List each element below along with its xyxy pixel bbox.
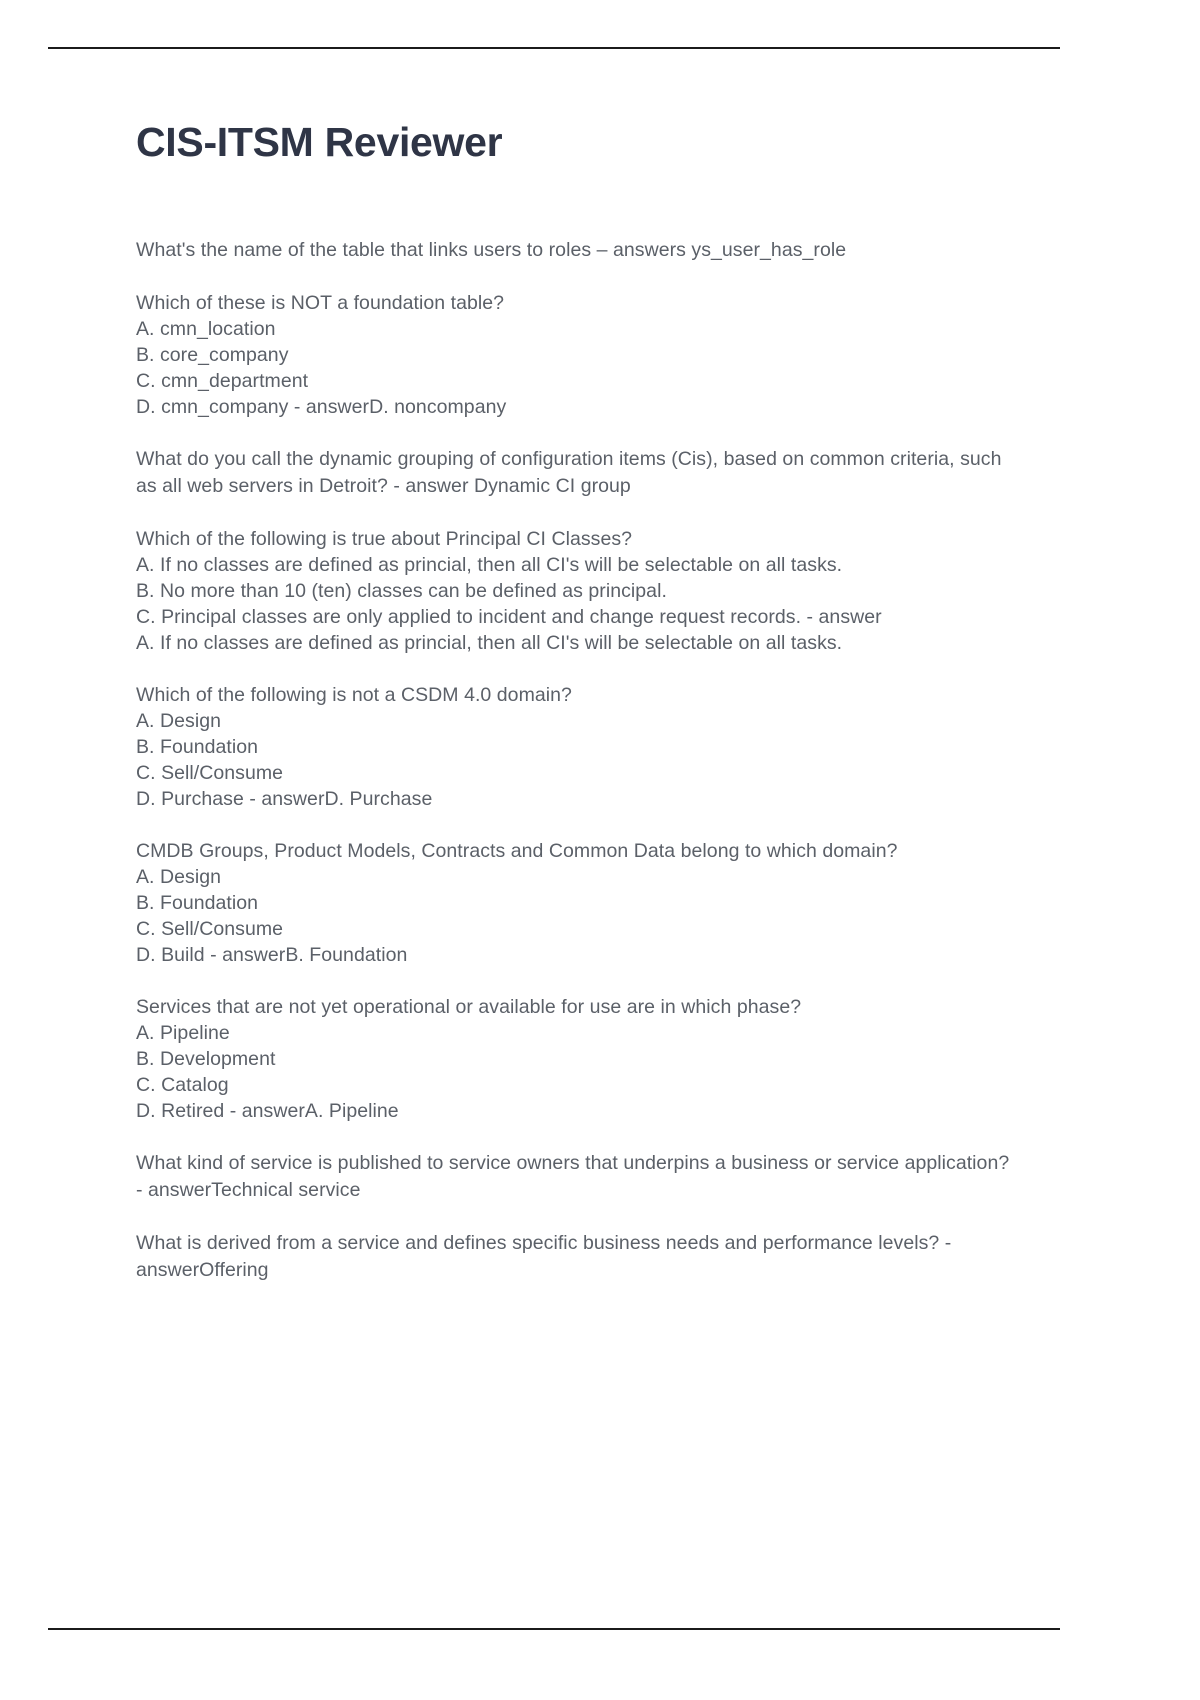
answer-option: A. If no classes are defined as princial, then all CI's will be selectable on all tasks.	[136, 632, 843, 655]
question-text: CMDB Groups, Product Models, Contracts and Common Data belong to which domain?	[136, 840, 898, 863]
question-block	[136, 1230, 1016, 1284]
question-text: Which of the following is true about Principal CI Classes?	[136, 528, 633, 551]
question-text: What's the name of the table that links users to roles – answers ys_user_has_role	[136, 239, 847, 262]
answer-option: B. Foundation	[136, 736, 259, 759]
answer-option: D. Retired - answerA. Pipeline	[136, 1100, 399, 1123]
question-block	[136, 1150, 1016, 1204]
answer-option: D. Build - answerB. Foundation	[136, 944, 408, 967]
question-block	[136, 682, 1016, 812]
answer-option: B. Foundation	[136, 892, 259, 915]
question-text: Which of these is NOT a foundation table?	[136, 292, 505, 315]
question-block	[136, 838, 1016, 968]
header-divider	[48, 47, 1060, 49]
answer-option: C. Principal classes are only applied to incident and change request records. - answer	[136, 606, 882, 629]
question-text: Which of the following is not a CSDM 4.0 domain?	[136, 684, 572, 707]
page-title: CIS-ITSM Reviewer	[136, 119, 503, 165]
question-text: What do you call the dynamic grouping of configuration items (Cis), based on common criteria, such as all web servers in Detroit? - answer Dynamic CI group	[136, 448, 1002, 498]
answer-option: D. Purchase - answerD. Purchase	[136, 788, 433, 811]
question-text: Services that are not yet operational or available for use are in which phase?	[136, 996, 802, 1019]
question-block	[136, 290, 1016, 420]
answer-option: A. Pipeline	[136, 1022, 230, 1045]
question-list	[136, 237, 1016, 1284]
answer-option: B. core_company	[136, 344, 289, 367]
answer-option: C. Sell/Consume	[136, 762, 284, 785]
footer-divider	[48, 1628, 1060, 1630]
question-block	[136, 446, 1016, 500]
question-block	[136, 237, 1016, 264]
document-content	[136, 120, 1016, 1284]
answer-option: C. cmn_department	[136, 370, 309, 393]
answer-option: A. If no classes are defined as princial, then all CI's will be selectable on all tasks.	[136, 554, 843, 577]
answer-option: A. Design	[136, 710, 221, 733]
answer-option: A. Design	[136, 866, 221, 889]
question-block	[136, 994, 1016, 1124]
answer-option: C. Sell/Consume	[136, 918, 284, 941]
answer-option: B. No more than 10 (ten) classes can be defined as principal.	[136, 580, 667, 603]
answer-option: A. cmn_location	[136, 318, 276, 341]
answer-option: D. cmn_company - answerD. noncompany	[136, 396, 507, 419]
question-text: What is derived from a service and defines specific business needs and performance levels? - answerOffering	[136, 1232, 952, 1282]
question-block	[136, 526, 1016, 656]
question-text: What kind of service is published to service owners that underpins a business or service application? - answerTechnical service	[136, 1152, 1010, 1202]
answer-option: B. Development	[136, 1048, 276, 1071]
answer-option: C. Catalog	[136, 1074, 229, 1097]
